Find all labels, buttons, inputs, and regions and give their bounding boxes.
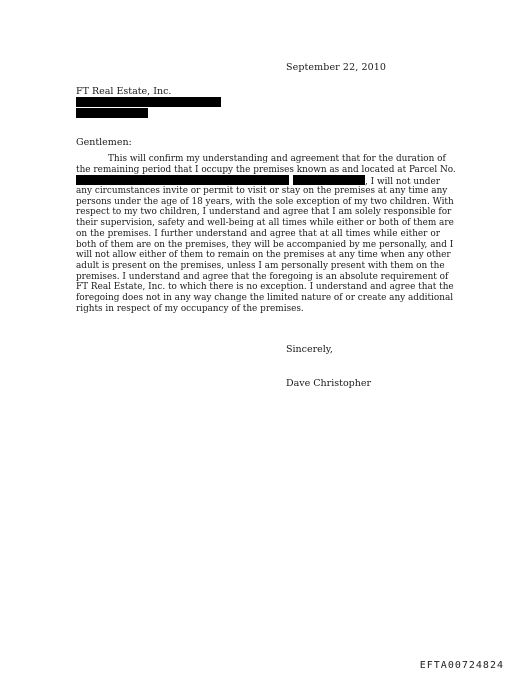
salutation: Gentlemen: (76, 137, 132, 148)
body-line: any circumstances invite or permit to visit or stay on the premises at any time any (76, 186, 448, 197)
addressee-name: FT Real Estate, Inc. (76, 86, 172, 97)
body-line: FT Real Estate, Inc. to which there is no exception. I understand and agree that the (76, 282, 454, 293)
letter-body (76, 154, 456, 314)
body-line: persons under the age of 18 years, with the sole exception of my two children. With (76, 196, 454, 207)
body-line: respect to my two children, I understand and agree that I am solely responsible for (76, 207, 452, 218)
body-line: rights in respect of my occupancy of the premises. (76, 303, 304, 314)
body-line: This will confirm my understanding and agreement that for the duration of (108, 154, 446, 164)
body-line: the remaining period that I occupy the premises known as and located at Parcel No. (76, 164, 456, 175)
letter-date: September 22, 2010 (286, 62, 387, 73)
body-line: both of them are on the premises, they will be accompanied by me personally, and I (76, 239, 454, 250)
redaction-block (76, 175, 289, 185)
body-line-with-redaction (76, 175, 440, 186)
signature-name: Dave Christopher (286, 378, 372, 389)
body-line: on the premises. I further understand and agree that at all times while either or (76, 228, 440, 239)
redaction-block (293, 175, 365, 185)
redaction-block (76, 97, 221, 107)
body-line: will not allow either of them to remain on the premises at any time when any other (76, 250, 451, 261)
body-line: adult is present on the premises, unless I am personally present with them on the (76, 260, 445, 271)
redaction-block (76, 108, 148, 118)
body-line-fragment: , I will not under (365, 177, 440, 188)
closing: Sincerely, (286, 344, 333, 355)
body-line: foregoing does not in any way change the limited nature of or create any additional (76, 292, 454, 303)
body-line: premises. I understand and agree that the foregoing is an absolute requirement of (76, 271, 449, 282)
document-id: EFTA00724824 (419, 660, 504, 671)
body-line: their supervision, safety and well-being at all times while either or both of them are (76, 218, 454, 229)
